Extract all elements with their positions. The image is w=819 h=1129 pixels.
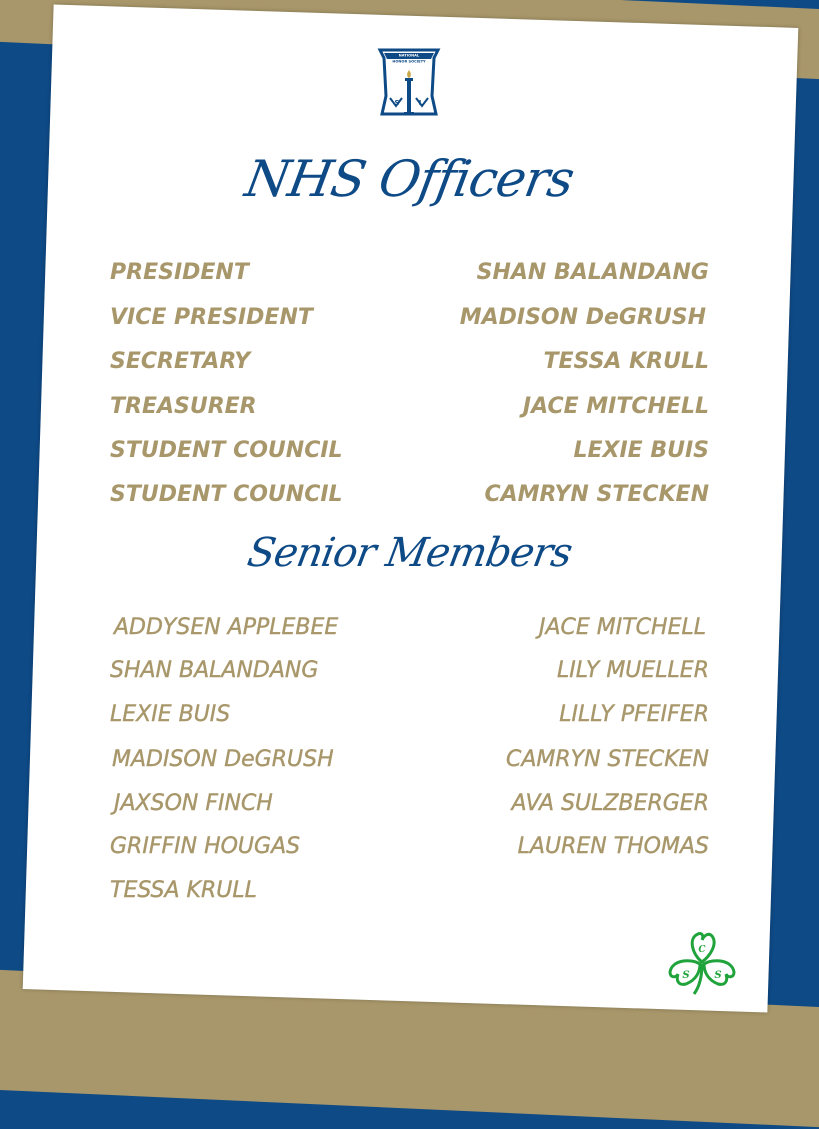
senior-member-name: AVA SULZBERGER <box>511 791 709 816</box>
svg-text:S: S <box>682 970 690 981</box>
officer-name: CAMRYN STECKEN <box>484 482 709 507</box>
svg-text:C: C <box>698 945 706 955</box>
senior-member-name: ADDYSEN APPLEBEE <box>114 615 339 640</box>
officer-role: TREASURER <box>110 394 257 419</box>
svg-text:L: L <box>418 99 424 107</box>
senior-member-name: SHAN BALANDANG <box>110 658 319 683</box>
senior-member-name: JACE MITCHELL <box>538 615 706 640</box>
senior-member-name: JAXSON FINCH <box>114 791 273 816</box>
senior-member-name: MADISON DeGRUSH <box>112 747 334 772</box>
officer-name: LEXIE BUIS <box>573 438 709 463</box>
svg-text:S: S <box>394 99 400 107</box>
officers-title: NHS Officers <box>241 150 578 208</box>
svg-text:NATIONAL: NATIONAL <box>398 53 420 58</box>
senior-members-title: Senior Members <box>243 530 576 576</box>
senior-member-name: LILY MUELLER <box>556 658 709 683</box>
torch-keystone-icon <box>376 44 442 124</box>
senior-member-name: LEXIE BUIS <box>110 702 231 727</box>
senior-member-name: CAMRYN STECKEN <box>505 747 709 772</box>
senior-member-name: GRIFFIN HOUGAS <box>110 834 301 859</box>
svg-text:S: S <box>714 970 722 981</box>
officer-name: JACE MITCHELL <box>522 394 709 419</box>
officer-role: STUDENT COUNCIL <box>110 482 343 507</box>
svg-text:HONOR SOCIETY: HONOR SOCIETY <box>392 59 426 64</box>
senior-member-name: LILLY PFEIFER <box>559 702 709 727</box>
senior-member-name: TESSA KRULL <box>110 878 257 903</box>
officer-name: TESSA KRULL <box>543 349 709 374</box>
officer-role: STUDENT COUNCIL <box>110 438 343 463</box>
shamrock-icon <box>664 928 740 998</box>
officer-role: VICE PRESIDENT <box>110 305 313 330</box>
senior-member-name: LAUREN THOMAS <box>517 834 709 859</box>
officer-name: SHAN BALANDANG <box>476 260 709 285</box>
officer-role: PRESIDENT <box>110 260 249 285</box>
officer-name: MADISON DeGRUSH <box>459 305 706 330</box>
officer-role: SECRETARY <box>110 349 251 374</box>
